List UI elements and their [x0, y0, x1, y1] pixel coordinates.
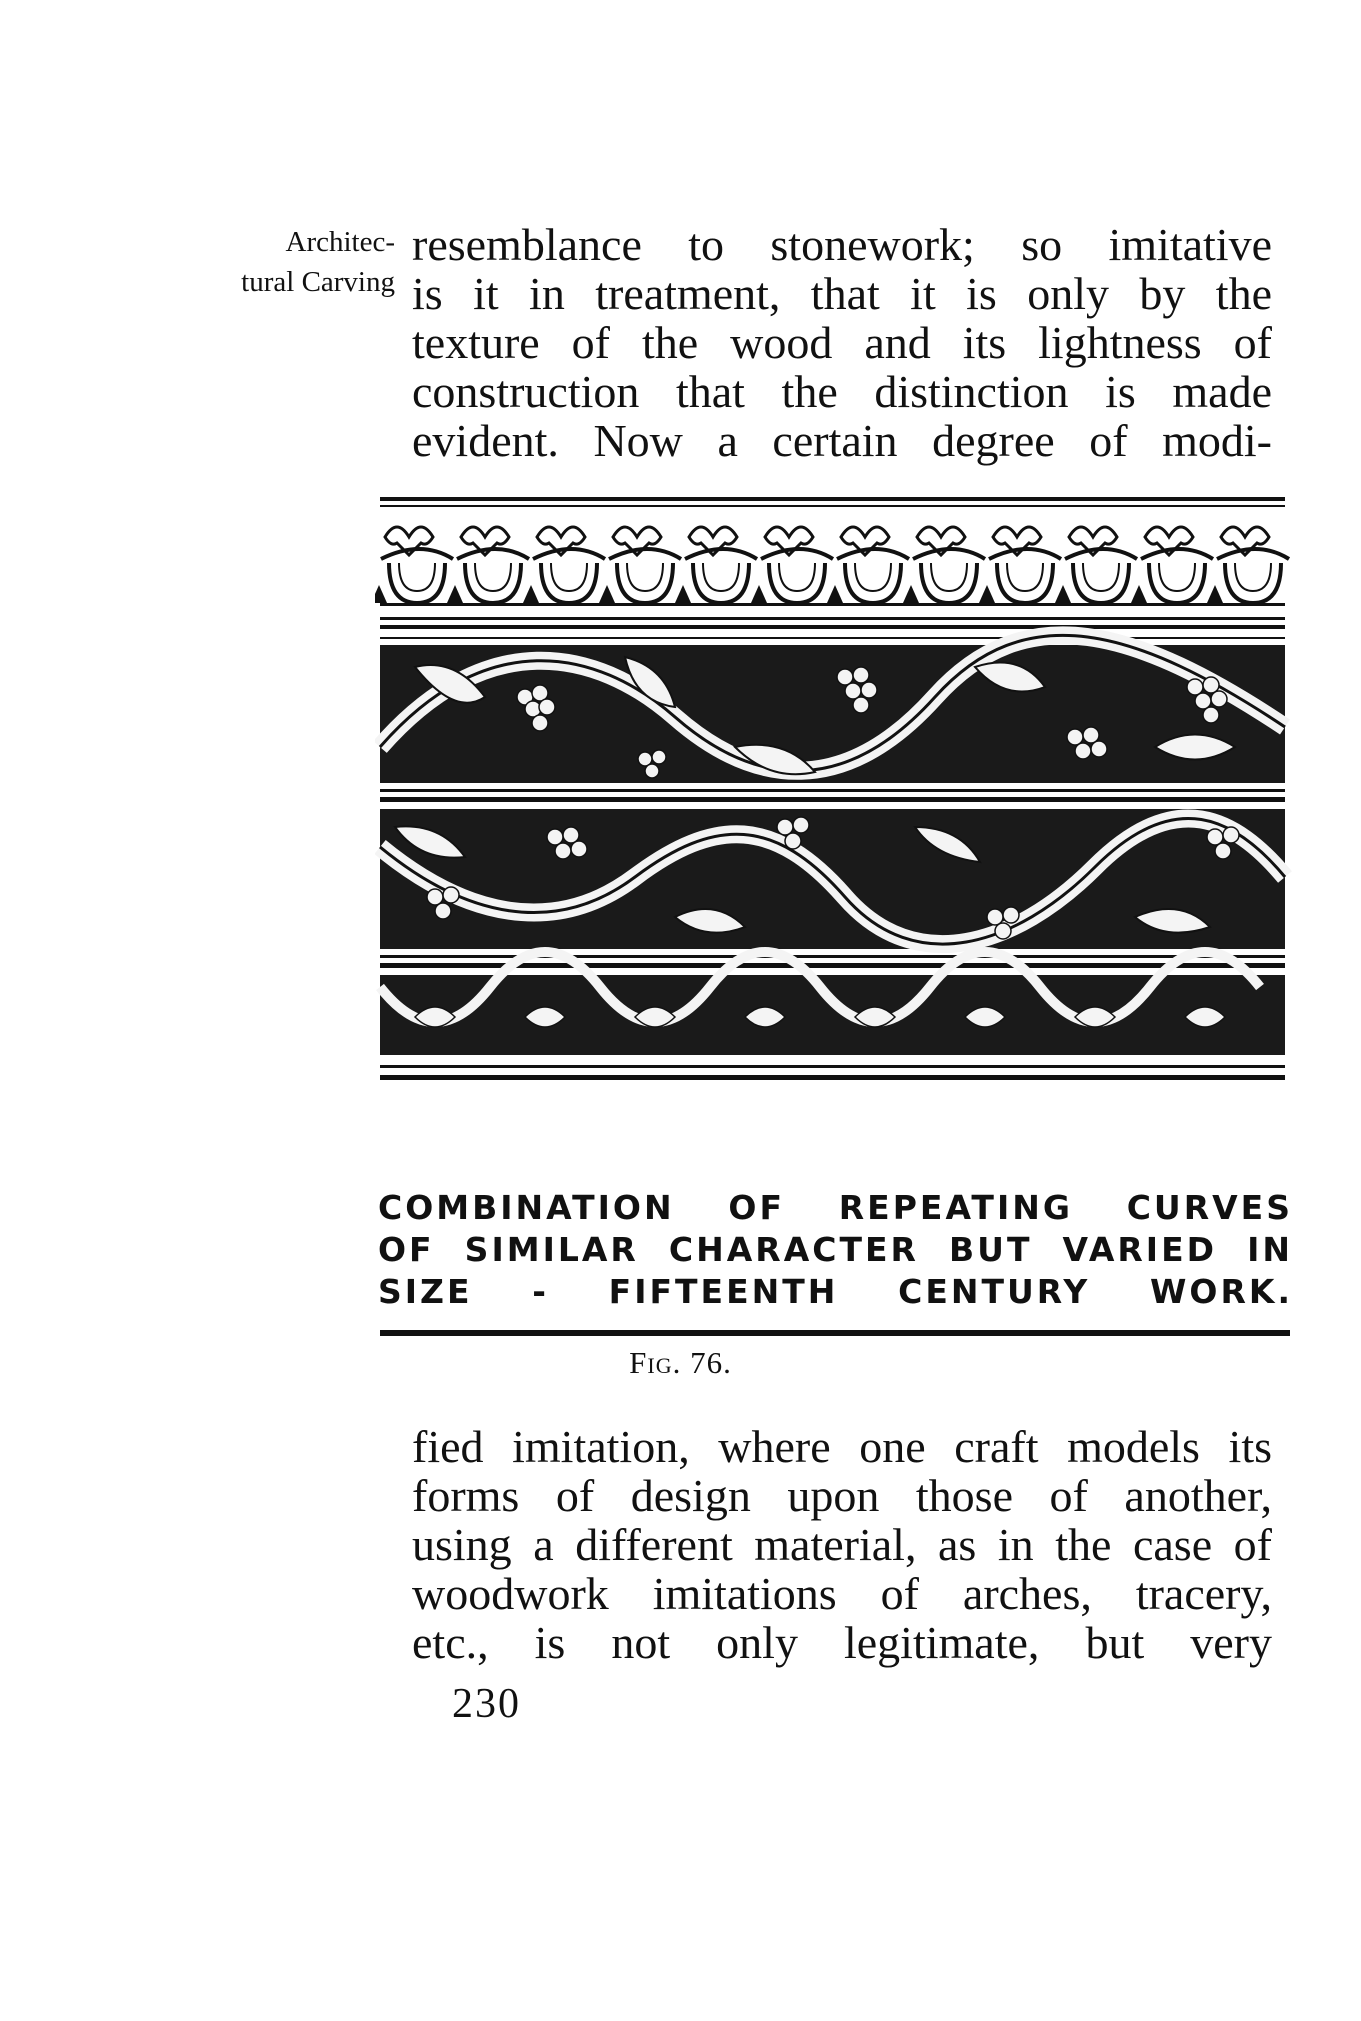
- text-line: texture of the wood and its lightness of: [412, 317, 1272, 368]
- carving-illustration: [375, 497, 1295, 1187]
- page-number: 230: [452, 1681, 521, 1727]
- text-line: fied imitation, where one craft models its: [412, 1421, 1272, 1472]
- figure-label: Fig. 76.: [629, 1345, 732, 1380]
- leaf-arcade-band: [375, 527, 1289, 606]
- text-line: etc., is not only legitimate, but very: [412, 1617, 1272, 1668]
- margin-note-line-2: tural Carving: [241, 266, 395, 298]
- figure-caption: [378, 1187, 1293, 1313]
- text-line: is it in treatment, that it is only by the: [412, 268, 1272, 319]
- vine-scroll-band-2: [380, 809, 1285, 949]
- text-line: evident. Now a certain degree of modi-: [412, 415, 1272, 466]
- paragraph-top: [412, 220, 1272, 465]
- margin-note: [150, 222, 395, 302]
- caption-rule: [380, 1330, 1290, 1336]
- caption-line: SIZE - FIFTEENTH CENTURY WORK.: [378, 1272, 1293, 1311]
- caption-line: OF SIMILAR CHARACTER BUT VARIED IN: [378, 1230, 1293, 1269]
- border-rule: [380, 505, 1285, 507]
- vine-scroll-band: [380, 635, 1285, 783]
- border-rule: [380, 497, 1285, 501]
- text-line: forms of design upon those of another,: [412, 1470, 1272, 1521]
- paragraph-bottom: [412, 1422, 1272, 1667]
- caption-line: COMBINATION OF REPEATING CURVES: [378, 1188, 1293, 1227]
- margin-note-line-1: Architec-: [285, 226, 395, 258]
- text-line: resemblance to stonework; so imitative: [412, 219, 1272, 270]
- text-line: construction that the distinction is made: [412, 366, 1272, 417]
- text-line: woodwork imitations of arches, tracery,: [412, 1568, 1272, 1619]
- text-line: using a different material, as in the case of: [412, 1519, 1272, 1570]
